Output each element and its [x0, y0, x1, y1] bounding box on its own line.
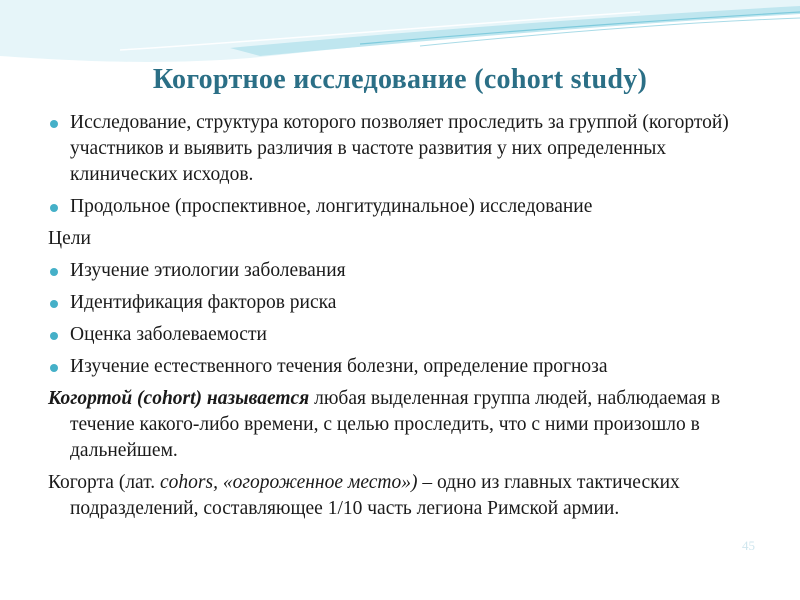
- slide-content: [48, 110, 768, 528]
- goal-item: [48, 322, 768, 348]
- goal-text: Идентификация факторов риска: [70, 292, 337, 313]
- goal-text: Изучение естественного течения болезни, определение прогноза: [70, 356, 608, 377]
- bullet-dot-icon: [50, 120, 58, 128]
- bullet-dot-icon: [50, 204, 58, 212]
- goal-item: [48, 258, 768, 284]
- definition-text: любая выделенная группа людей, наблюдаемая в течение какого-либо времени, с целью проследить, что с ними произошло в дальнейшем.: [70, 388, 721, 461]
- goal-item: [48, 290, 768, 316]
- goal-text: Изучение этиологии заболевания: [70, 260, 346, 281]
- definition-paragraph: [48, 386, 768, 464]
- slide-title: Когортное исследование (cohort study): [152, 64, 648, 95]
- etymology-paragraph: [48, 470, 768, 522]
- goal-text: Оценка заболеваемости: [70, 324, 267, 345]
- definition-emphasis: Когортой (cohort) называется: [48, 388, 310, 409]
- goals-heading: Цели: [48, 228, 91, 249]
- bullet-text: Исследование, структура которого позволяет проследить за группой (когортой) участников и выявить различия в частоте развития у них определенных клинических исходов.: [70, 112, 729, 185]
- bullet-item: [48, 194, 768, 220]
- bullet-dot-icon: [50, 364, 58, 372]
- bullet-text: Продольное (проспективное, лонгитудинальное) исследование: [70, 196, 593, 217]
- page-number: 45: [742, 538, 755, 553]
- header-wave-decoration: [0, 0, 800, 70]
- etymology-italic: cohors, «огороженное место»): [160, 472, 418, 493]
- etymology-lead: Когорта (лат.: [48, 472, 161, 493]
- etymology-text: – одно из главных тактических подразделений, составляющее 1/10 часть легиона Римской армии.: [70, 472, 680, 519]
- bullet-dot-icon: [50, 332, 58, 340]
- goal-item: [48, 354, 768, 380]
- bullet-dot-icon: [50, 300, 58, 308]
- bullet-item: [48, 110, 768, 188]
- bullet-dot-icon: [50, 268, 58, 276]
